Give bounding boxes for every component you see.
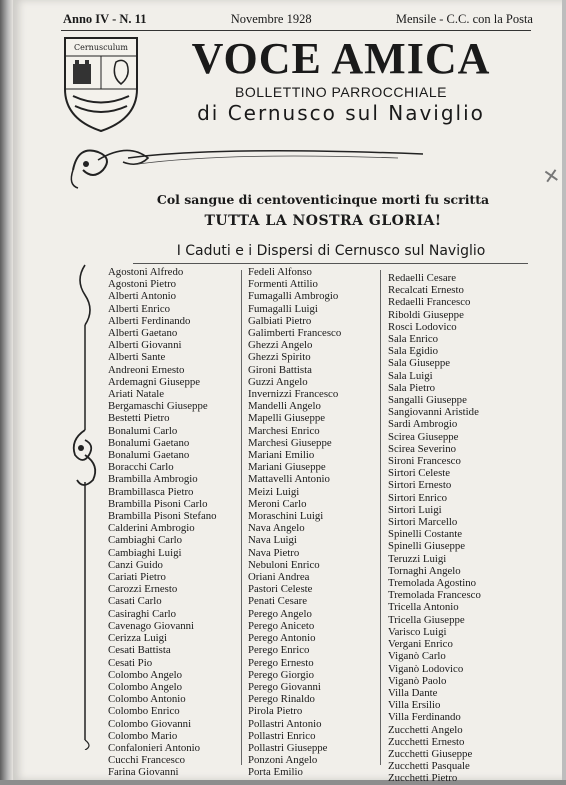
list-item: Perego Rinaldo — [248, 693, 315, 706]
list-item: Meizi Luigi — [248, 485, 300, 498]
list-item: Colombo Angelo — [108, 680, 183, 693]
list-item: Sardi Ambrogio — [388, 418, 458, 431]
list-item: Cariati Pietro — [108, 571, 166, 584]
list-item: Colombo Giovanni — [108, 717, 192, 730]
list-item: Perego Angelo — [248, 607, 312, 620]
list-item: Confalonieri Antonio — [108, 741, 201, 754]
issue-frequency: Mensile - C.C. con la Posta — [395, 12, 533, 26]
list-item: Alberti Gaetano — [108, 327, 178, 340]
list-item: Mariani Giuseppe — [248, 461, 326, 474]
column-divider — [241, 270, 242, 765]
list-item: Formenti Attilio — [248, 278, 318, 291]
list-item: Penati Cesare — [248, 595, 308, 608]
list-item: Agostoni Pietro — [108, 278, 177, 291]
list-item: Viganò Lodovico — [388, 662, 464, 675]
list-item: Zucchetti Pasquale — [388, 760, 470, 773]
list-item: Bonalumi Gaetano — [108, 436, 190, 449]
list-item: Cavenago Giovanni — [108, 619, 195, 632]
list-item: Zucchetti Pietro — [388, 772, 458, 785]
list-item: Sironi Francesco — [388, 455, 461, 468]
list-item: Alberti Ferdinando — [108, 314, 191, 327]
list-item: Teruzzi Luigi — [388, 552, 447, 565]
newsletter-town: di Cernusco sul Naviglio — [197, 101, 485, 125]
list-item: Sirtori Enrico — [388, 491, 448, 504]
list-item: Cesati Battista — [108, 644, 171, 657]
list-item: Tornaghi Angelo — [388, 564, 461, 577]
list-item: Galimberti Francesco — [248, 327, 342, 340]
list-item: Tricella Antonio — [388, 601, 459, 614]
list-item: Colombo Antonio — [108, 693, 186, 706]
list-item: Perego Giovanni — [248, 680, 321, 693]
list-item: Spinelli Giuseppe — [388, 540, 466, 553]
list-item: Brambilla Pisoni Carlo — [108, 497, 208, 510]
motto-line-1: Col sangue di centoventicinque morti fu scritta — [156, 192, 490, 207]
list-item: Moraschini Luigi — [248, 510, 324, 523]
list-item: Calderini Ambrogio — [108, 522, 195, 535]
motto-line-2: TUTTA LA NOSTRA GLORIA! — [204, 213, 442, 229]
list-item: Perego Ernesto — [248, 656, 314, 669]
list-item: Nava Luigi — [248, 534, 297, 547]
list-item: Sirtori Celeste — [388, 467, 451, 480]
list-item: Fedeli Alfonso — [248, 266, 312, 278]
list-item: Bestetti Pietro — [108, 412, 170, 425]
list-item: Porta Emilio — [248, 766, 303, 779]
list-item: Alberti Antonio — [108, 290, 177, 303]
newsletter-subtitle: BOLLETTINO PARROCCHIALE — [235, 84, 447, 100]
list-item: Pirola Pietro — [248, 705, 303, 718]
list-item: Nebuloni Enrico — [248, 558, 320, 571]
newsletter-title: VOCE AMICA — [191, 34, 491, 83]
vertical-ornament-icon — [65, 260, 105, 750]
list-item: Alberti Sante — [108, 351, 166, 364]
list-item: Scirea Giuseppe — [388, 430, 459, 443]
list-item: Sangiovanni Aristide — [388, 406, 479, 419]
list-item: Mattavelli Antonio — [248, 473, 330, 486]
list-item: Spinelli Costante — [388, 528, 463, 541]
list-item: Oriani Andrea — [248, 571, 310, 584]
list-item: Marchesi Enrico — [248, 424, 320, 437]
list-item: Sala Enrico — [388, 333, 439, 346]
header-rule — [61, 30, 531, 31]
list-title: I Caduti e i Dispersi di Cernusco sul Naviglio — [176, 243, 486, 259]
list-item: Sala Luigi — [388, 369, 433, 382]
list-item: Gironi Battista — [248, 363, 312, 376]
list-item: Cambiaghi Luigi — [108, 546, 182, 559]
names-column-1 — [108, 266, 258, 779]
list-item: Ghezzi Spirito — [248, 351, 311, 364]
list-item: Sirtori Marcello — [388, 516, 458, 529]
list-item: Pollastri Enrico — [248, 729, 316, 742]
list-item: Redaelli Francesco — [388, 296, 471, 309]
book-spine — [0, 0, 13, 780]
list-item: Cerizza Luigi — [108, 632, 168, 645]
list-item: Recalcati Ernesto — [388, 284, 464, 297]
list-item: Sangalli Giuseppe — [388, 394, 467, 407]
list-item: Ariati Natale — [108, 388, 165, 401]
list-item: Riboldi Giuseppe — [388, 308, 464, 321]
list-item: Agostoni Alfredo — [108, 266, 184, 278]
list-item: Mariani Emilio — [248, 449, 315, 462]
list-item: Brambilla Pisoni Stefano — [108, 510, 217, 523]
issue-number: Anno IV - N. 11 — [63, 12, 147, 26]
scroll-ornament-icon — [68, 140, 428, 190]
list-item: Rosci Lodovico — [388, 320, 457, 333]
list-item: Alberti Giovanni — [108, 339, 182, 352]
list-item: Brambillasca Pietro — [108, 485, 194, 498]
list-item: Nava Angelo — [248, 522, 305, 535]
list-item: Colombo Angelo — [108, 668, 183, 681]
list-item: Villa Dante — [388, 686, 438, 699]
list-item: Pastori Celeste — [248, 583, 313, 596]
list-item: Perego Giorgio — [248, 668, 315, 681]
list-item: Sala Pietro — [388, 381, 436, 394]
column-divider — [380, 270, 381, 765]
crest-motto: Cernusculum — [73, 43, 129, 52]
list-item: Andreoni Ernesto — [108, 363, 185, 376]
list-item: Zucchetti Ernesto — [388, 735, 465, 748]
list-item: Villa Ferdinando — [388, 711, 461, 724]
issue-header — [63, 12, 533, 27]
list-item: Tremolada Francesco — [388, 589, 481, 602]
list-item: Colombo Mario — [108, 729, 178, 742]
list-item: Boracchi Carlo — [108, 461, 174, 474]
list-item: Perego Aniceto — [248, 619, 315, 632]
list-item: Fumagalli Luigi — [248, 302, 318, 315]
list-item: Pollastri Giuseppe — [248, 741, 328, 754]
list-item: Invernizzi Francesco — [248, 388, 339, 401]
list-item: Viganò Paolo — [388, 674, 447, 687]
list-item: Mandelli Angelo — [248, 400, 321, 413]
masthead — [141, 36, 541, 125]
list-item: Tremolada Agostino — [388, 577, 477, 590]
list-item: Alberti Enrico — [108, 302, 171, 315]
list-item: Carozzi Ernesto — [108, 583, 178, 596]
list-item: Viganò Carlo — [388, 650, 446, 663]
list-item: Marchesi Giuseppe — [248, 436, 332, 449]
list-item: Varisco Luigi — [388, 625, 447, 638]
list-item: Meroni Carlo — [248, 497, 307, 510]
list-item: Bergamaschi Giuseppe — [108, 400, 208, 413]
list-item: Zucchetti Angelo — [388, 723, 463, 736]
newsletter-page — [13, 0, 566, 785]
handwritten-mark-icon: ✕ — [541, 162, 562, 190]
page-edge — [562, 0, 566, 780]
list-item: Fumagalli Ambrogio — [248, 290, 339, 303]
list-item: Perego Antonio — [248, 632, 316, 645]
list-item: Galbiati Pietro — [248, 314, 312, 327]
list-item: Pollastri Antonio — [248, 717, 322, 730]
list-item: Ghezzi Angelo — [248, 339, 313, 352]
list-item: Sirtori Ernesto — [388, 479, 452, 492]
list-item: Redaelli Cesare — [388, 272, 457, 284]
list-item: Nava Pietro — [248, 546, 300, 559]
list-item: Villa Ersilio — [388, 699, 441, 712]
town-crest-icon — [61, 34, 141, 134]
list-item: Bonalumi Gaetano — [108, 449, 190, 462]
list-item: Brambilla Ambrogio — [108, 473, 198, 486]
list-item: Cambiaghi Carlo — [108, 534, 183, 547]
list-item: Colombo Enrico — [108, 705, 180, 718]
list-item: Bonalumi Carlo — [108, 424, 178, 437]
list-item: Zucchetti Giuseppe — [388, 747, 473, 760]
list-item: Scirea Severino — [388, 442, 457, 455]
list-item: Vergani Enrico — [388, 638, 453, 651]
list-item: Sirtori Luigi — [388, 503, 442, 516]
list-item: Sala Giuseppe — [388, 357, 451, 370]
list-item: Guzzi Angelo — [248, 375, 308, 388]
list-item: Mapelli Giuseppe — [248, 412, 326, 425]
list-item: Casati Carlo — [108, 595, 162, 608]
list-item: Ponzoni Angelo — [248, 754, 318, 767]
names-column-3 — [388, 272, 538, 785]
list-item: Farina Giovanni — [108, 766, 179, 779]
names-column-2 — [248, 266, 398, 779]
list-item: Tricella Giuseppe — [388, 613, 465, 626]
list-item: Canzi Guido — [108, 558, 163, 571]
list-item: Perego Enrico — [248, 644, 310, 657]
list-title-rule — [133, 263, 528, 264]
list-item: Ardemagni Giuseppe — [108, 375, 201, 388]
issue-date: Novembre 1928 — [230, 12, 312, 26]
list-item: Cucchi Francesco — [108, 754, 186, 767]
list-item: Cesati Pio — [108, 656, 153, 669]
list-item: Sala Egidio — [388, 345, 439, 358]
list-item: Casiraghi Carlo — [108, 607, 177, 620]
